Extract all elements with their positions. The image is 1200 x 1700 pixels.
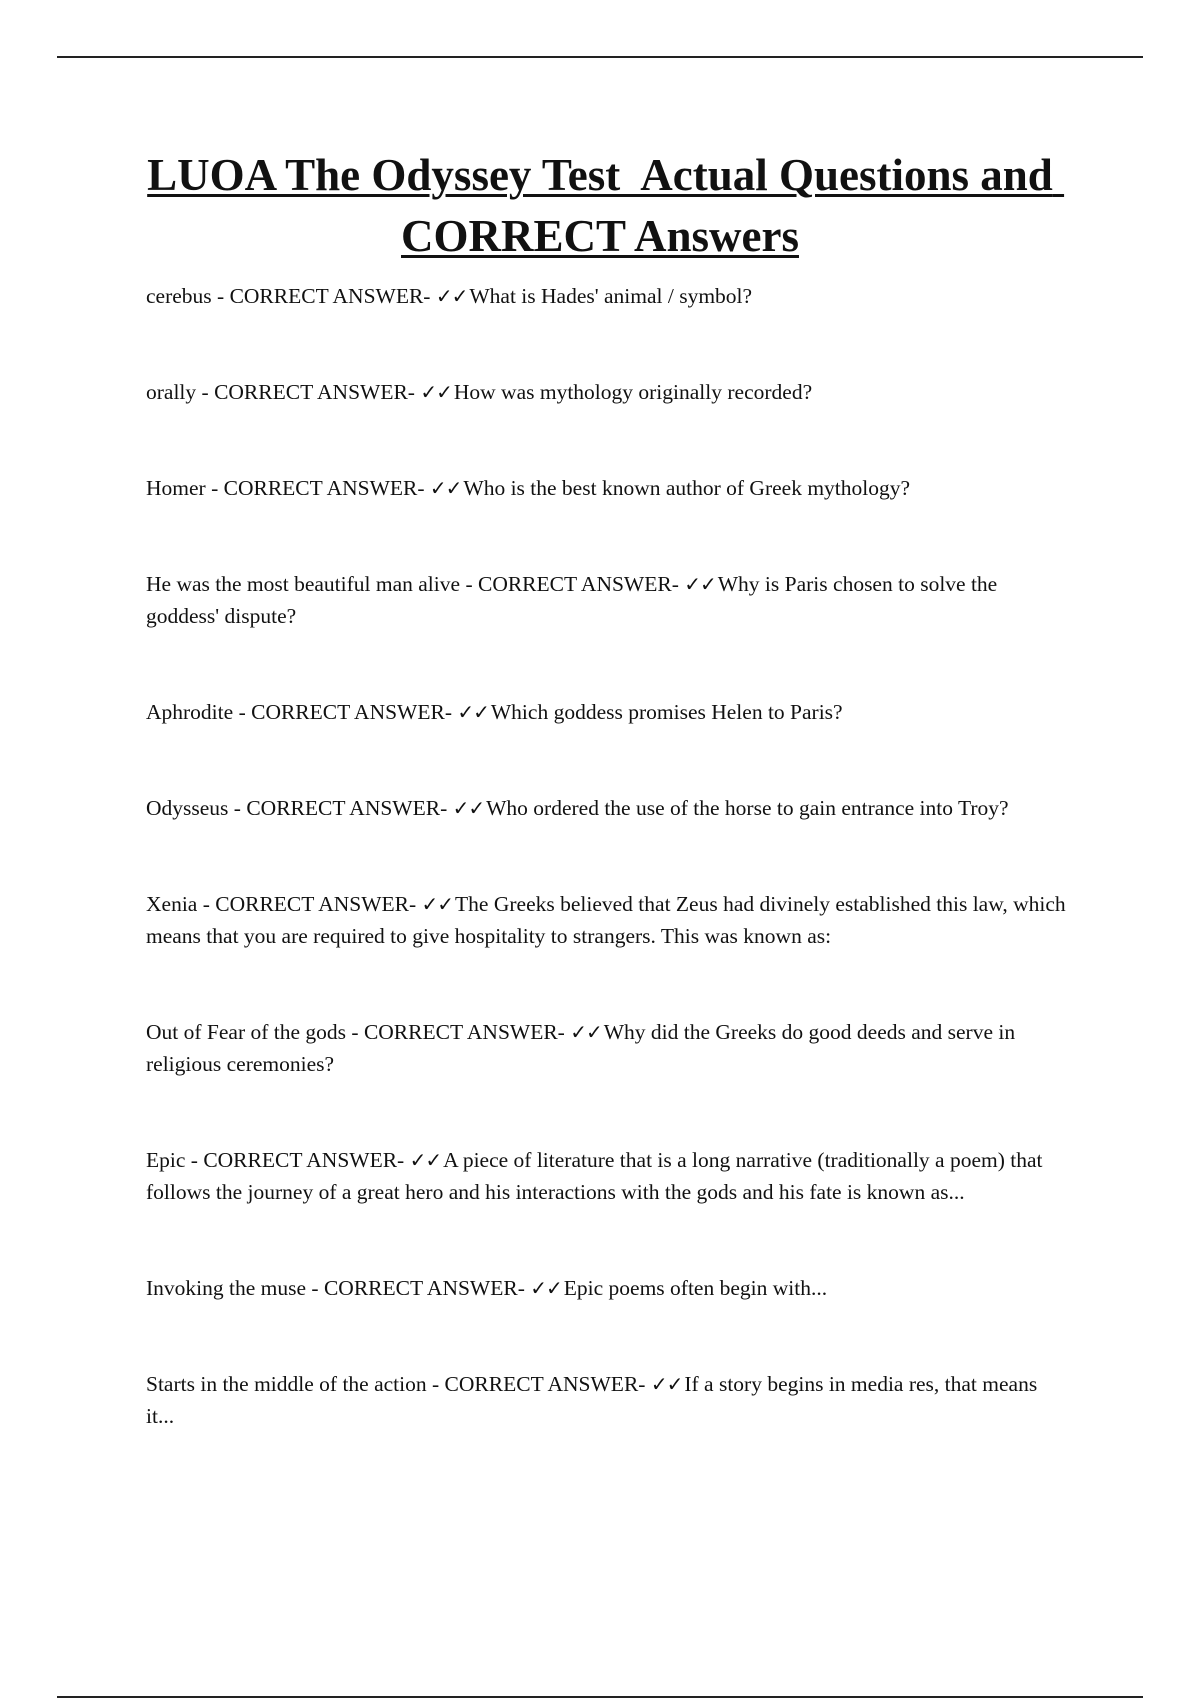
question-text: Epic poems often begin with... bbox=[563, 1276, 828, 1300]
footer-rule bbox=[57, 1696, 1143, 1698]
correct-answer-separator: - CORRECT ANSWER- bbox=[211, 284, 436, 308]
correct-answer-separator: - CORRECT ANSWER- bbox=[306, 1276, 531, 1300]
qa-item bbox=[146, 1016, 1066, 1080]
double-check-icon: ✓✓ bbox=[420, 380, 452, 404]
answer-text: Odysseus bbox=[146, 796, 229, 820]
question-text: Who is the best known author of Greek mythology? bbox=[463, 476, 911, 500]
answer-text: orally bbox=[146, 380, 197, 404]
double-check-icon: ✓✓ bbox=[429, 476, 462, 500]
answer-text: Aphrodite bbox=[146, 700, 234, 724]
double-check-icon: ✓✓ bbox=[435, 284, 468, 308]
correct-answer-separator: - CORRECT ANSWER- bbox=[233, 700, 458, 724]
question-text: What is Hades' animal / symbol? bbox=[469, 284, 753, 308]
question-text: How was mythology originally recorded? bbox=[453, 380, 813, 404]
correct-answer-separator: - CORRECT ANSWER- bbox=[228, 796, 453, 820]
correct-answer-separator: - CORRECT ANSWER- bbox=[205, 476, 430, 500]
correct-answer-separator: - CORRECT ANSWER- bbox=[197, 892, 422, 916]
question-text: A piece of literature that is a long narrative (traditionally a poem) that follows the journey of a great hero and his interactions with the gods and his fate is known as... bbox=[146, 1148, 1048, 1204]
double-check-icon: ✓✓ bbox=[421, 892, 454, 916]
header-rule bbox=[57, 56, 1143, 58]
double-check-icon: ✓✓ bbox=[457, 700, 489, 724]
qa-item bbox=[146, 280, 1066, 312]
double-check-icon: ✓✓ bbox=[570, 1020, 602, 1044]
document-title: LUOA The Odyssey Test Actual Questions and CORRECT Answers bbox=[147, 150, 1065, 261]
answer-text: Homer bbox=[146, 476, 206, 500]
qa-item bbox=[146, 376, 1066, 408]
question-text: The Greeks believed that Zeus had divinely established this law, which means that you are required to give hospitality to strangers. This was known as: bbox=[146, 892, 1072, 948]
double-check-icon: ✓✓ bbox=[409, 1148, 442, 1172]
double-check-icon: ✓✓ bbox=[452, 796, 485, 820]
qa-item bbox=[146, 792, 1066, 824]
qa-item bbox=[146, 568, 1066, 632]
double-check-icon: ✓✓ bbox=[650, 1372, 683, 1396]
answer-text: He was the most beautiful man alive bbox=[146, 572, 461, 596]
question-text: If a story begins in media res, that means it... bbox=[146, 1372, 1043, 1428]
double-check-icon: ✓✓ bbox=[684, 572, 716, 596]
question-text: Which goddess promises Helen to Paris? bbox=[490, 700, 843, 724]
question-text: Who ordered the use of the horse to gain entrance into Troy? bbox=[486, 796, 1009, 820]
correct-answer-separator: - CORRECT ANSWER- bbox=[185, 1148, 410, 1172]
answer-text: Starts in the middle of the action bbox=[146, 1372, 427, 1396]
qa-item bbox=[146, 696, 1066, 728]
answer-text: Epic bbox=[146, 1148, 186, 1172]
correct-answer-separator: - CORRECT ANSWER- bbox=[346, 1020, 571, 1044]
qa-item bbox=[146, 1144, 1066, 1208]
question-text: Why did the Greeks do good deeds and serve in religious ceremonies? bbox=[146, 1020, 1021, 1076]
correct-answer-separator: - CORRECT ANSWER- bbox=[426, 1372, 651, 1396]
qa-item bbox=[146, 1272, 1066, 1304]
question-text: Why is Paris chosen to solve the goddess' dispute? bbox=[146, 572, 1003, 628]
qa-item bbox=[146, 888, 1072, 952]
double-check-icon: ✓✓ bbox=[530, 1276, 562, 1300]
answer-text: cerebus bbox=[146, 284, 212, 308]
correct-answer-separator: - CORRECT ANSWER- bbox=[196, 380, 421, 404]
qa-item bbox=[146, 472, 1066, 504]
correct-answer-separator: - CORRECT ANSWER- bbox=[460, 572, 685, 596]
qa-item bbox=[146, 1368, 1066, 1432]
answer-text: Xenia bbox=[146, 892, 198, 916]
answer-text: Out of Fear of the gods bbox=[146, 1020, 347, 1044]
answer-text: Invoking the muse bbox=[146, 1276, 307, 1300]
qa-list bbox=[146, 280, 1072, 1432]
